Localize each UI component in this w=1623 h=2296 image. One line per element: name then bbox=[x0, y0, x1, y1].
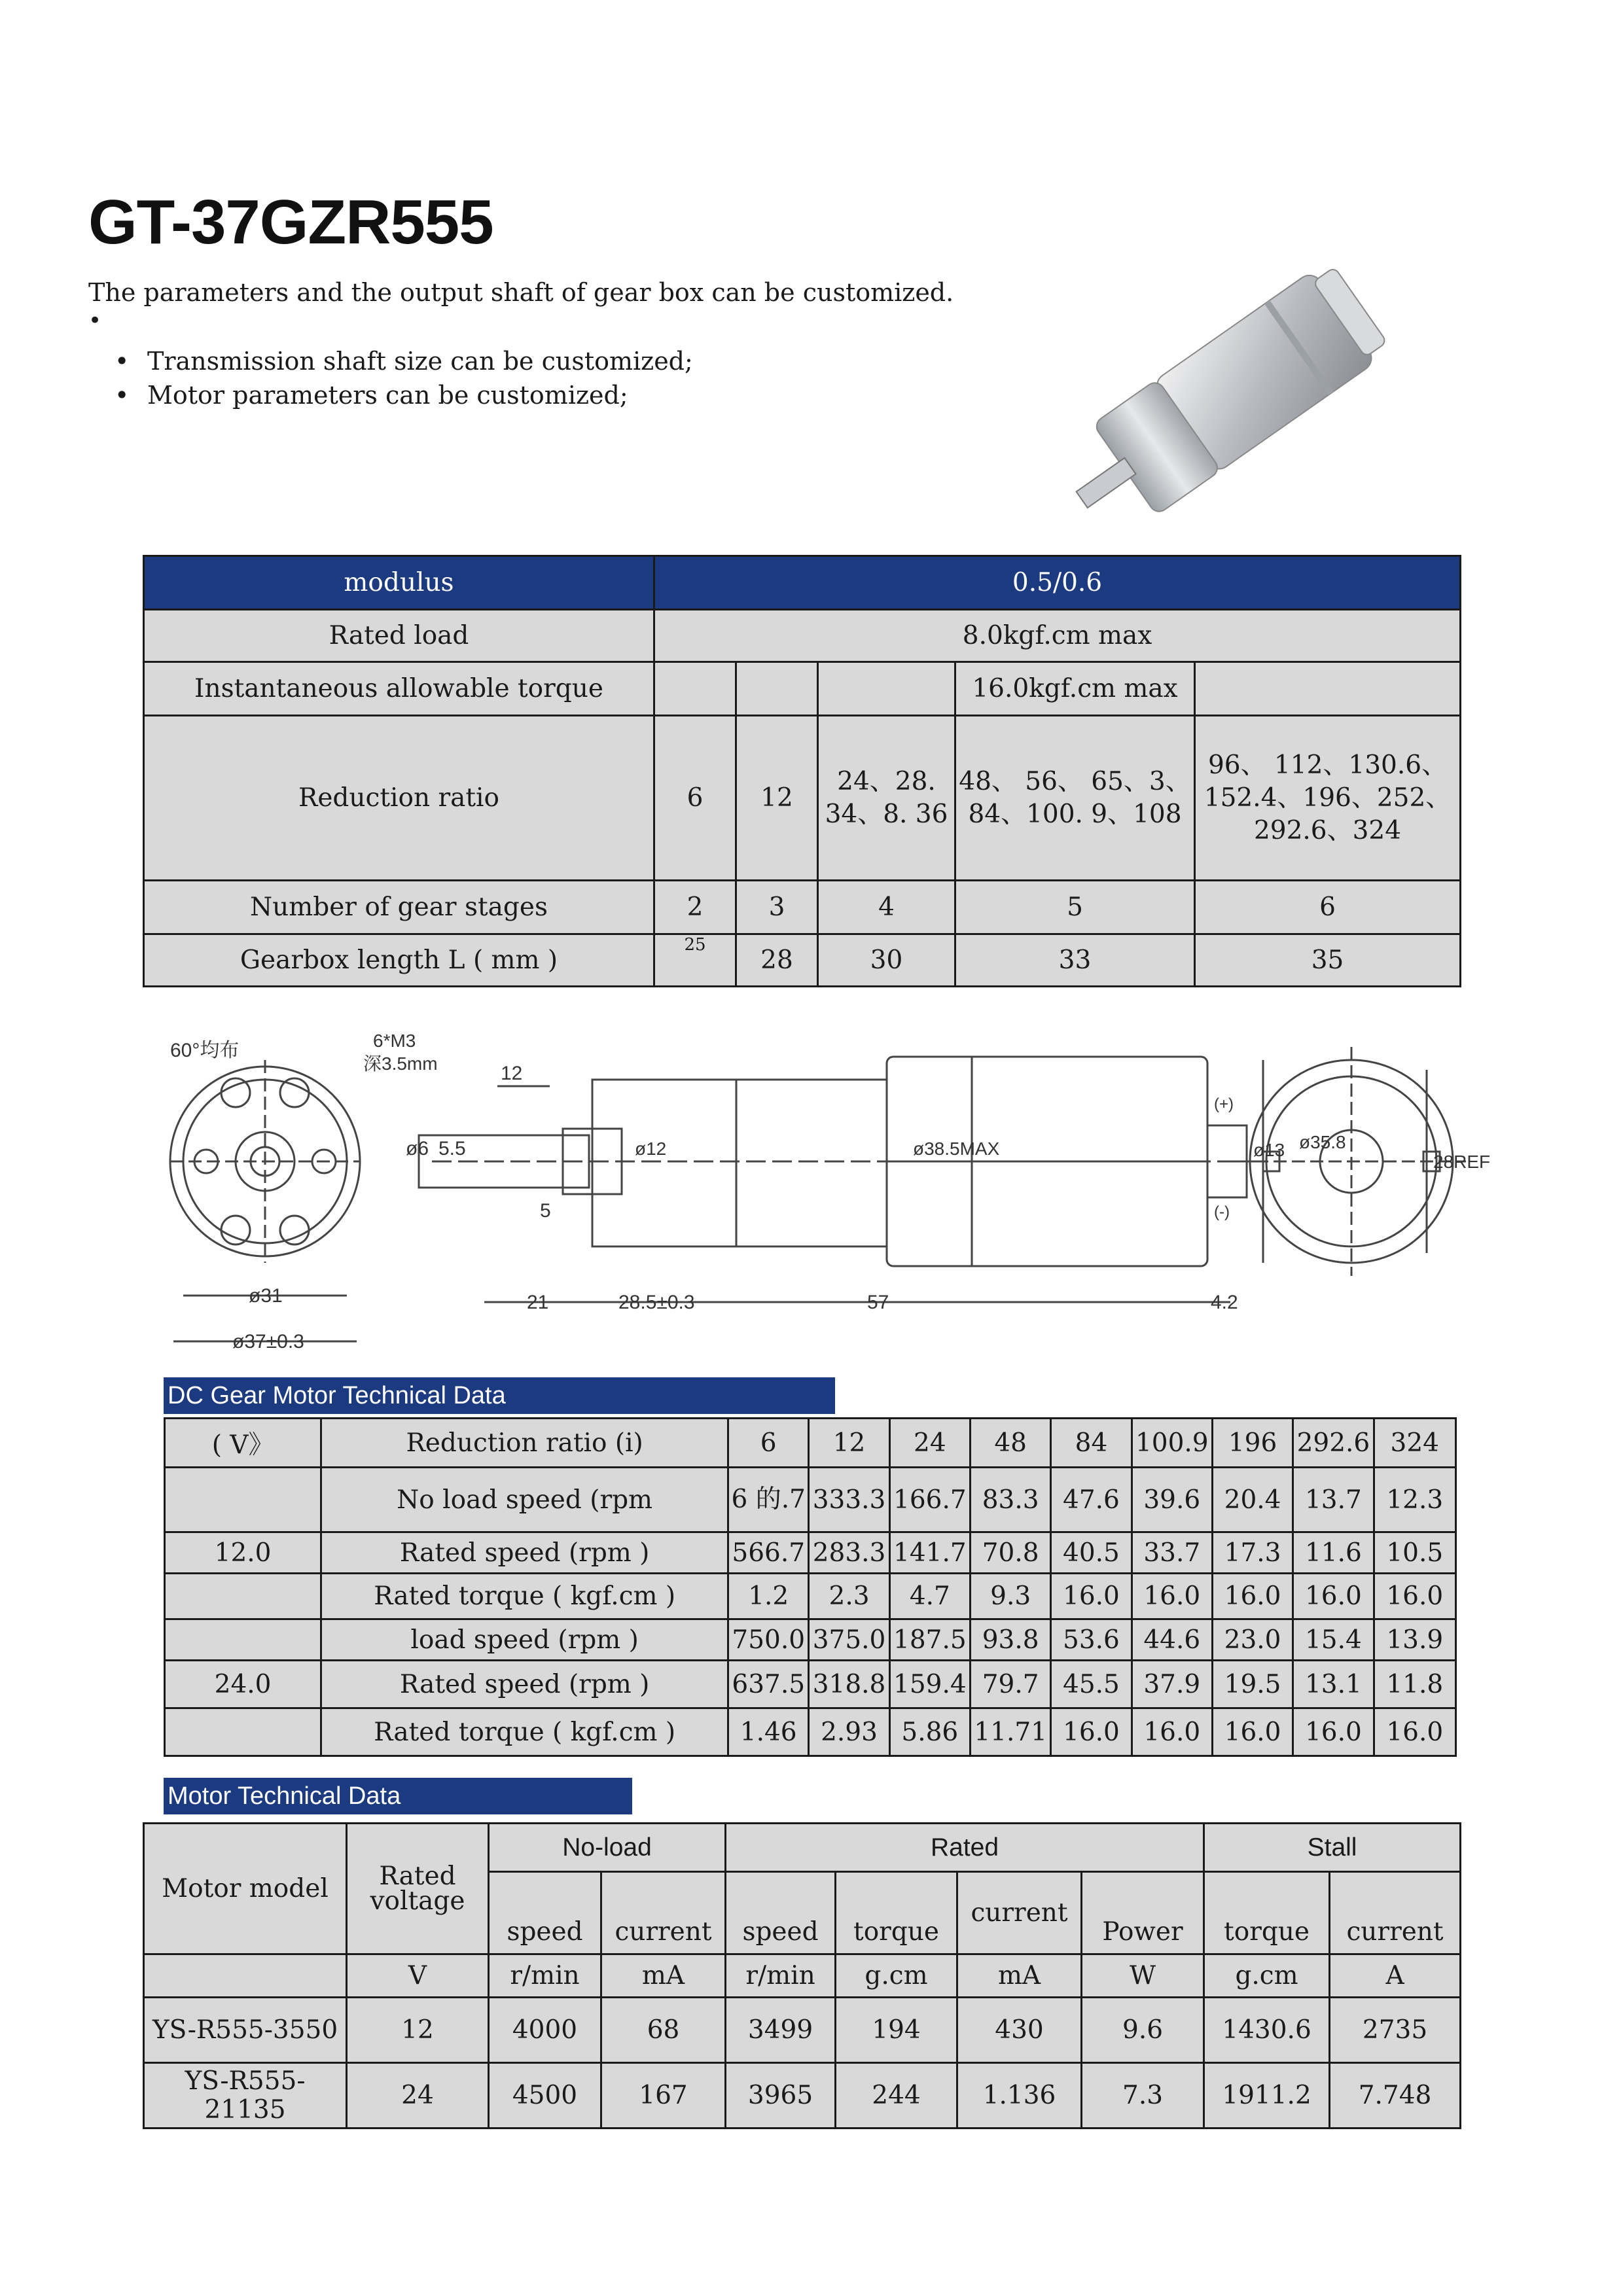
ratio-cell: 48、 56、 65、3、 84、100. 9、108 bbox=[955, 716, 1195, 881]
motor-technical-table bbox=[143, 1822, 1461, 2129]
data-cell: 166.7 bbox=[889, 1468, 970, 1532]
ratio-value: 292.6 bbox=[1293, 1419, 1374, 1468]
motor-data-cell: 9.6 bbox=[1082, 1998, 1204, 2063]
sub-header: current bbox=[601, 1872, 726, 1954]
row-label: Rated torque ( kgf.cm ) bbox=[321, 1574, 728, 1619]
ratio-cell: 12 bbox=[736, 716, 818, 881]
length-cell: 33 bbox=[955, 934, 1195, 987]
dim-d37: ø37±0.3 bbox=[232, 1331, 304, 1352]
stage-cell: 6 bbox=[1195, 881, 1461, 934]
dim-can-dia: ø35.8 bbox=[1299, 1132, 1346, 1152]
motor-model-header: Motor model bbox=[144, 1824, 347, 1954]
modulus-value: 0.5/0.6 bbox=[654, 556, 1461, 610]
voltage-cell bbox=[165, 1619, 321, 1661]
data-cell: 11.71 bbox=[970, 1708, 1050, 1756]
data-cell: 10.5 bbox=[1374, 1532, 1455, 1574]
data-cell: 16.0 bbox=[1293, 1574, 1374, 1619]
row-label: Rated speed (rpm ) bbox=[321, 1661, 728, 1708]
data-cell: 16.0 bbox=[1374, 1574, 1455, 1619]
data-cell: 141.7 bbox=[889, 1532, 970, 1574]
voltage-cell bbox=[165, 1468, 321, 1532]
stage-cell: 4 bbox=[818, 881, 955, 934]
motor-data-cell: 7.748 bbox=[1330, 2063, 1461, 2128]
data-cell: 318.8 bbox=[809, 1661, 889, 1708]
dim-depth: 深3.5mm bbox=[363, 1053, 438, 1074]
bullet-dot: • bbox=[115, 381, 130, 410]
ratio-value: 324 bbox=[1374, 1419, 1455, 1468]
stall-header: Stall bbox=[1204, 1824, 1461, 1872]
data-cell: 16.0 bbox=[1212, 1574, 1293, 1619]
motor-data-cell: 1430.6 bbox=[1204, 1998, 1330, 2063]
ratio-cell: 96、 112、130.6、 152.4、196、252、 292.6、324 bbox=[1195, 716, 1461, 881]
data-cell: 79.7 bbox=[970, 1661, 1050, 1708]
motor-data-cell: 4000 bbox=[489, 1998, 601, 2063]
data-cell: 5.86 bbox=[889, 1708, 970, 1756]
stage-cell: 5 bbox=[955, 881, 1195, 934]
row-label: Rated speed (rpm ) bbox=[321, 1532, 728, 1574]
data-cell: 83.3 bbox=[970, 1468, 1050, 1532]
dim-l285: 28.5±0.3 bbox=[618, 1292, 695, 1313]
data-cell: 159.4 bbox=[889, 1661, 970, 1708]
terminal-minus: (-) bbox=[1214, 1203, 1230, 1221]
torque-label: Instantaneous allowable torque bbox=[144, 662, 654, 716]
row-label: Rated torque ( kgf.cm ) bbox=[321, 1708, 728, 1756]
data-cell: 1.46 bbox=[728, 1708, 809, 1756]
row-label: No load speed (rpm bbox=[321, 1468, 728, 1532]
rated-load-value: 8.0kgf.cm max bbox=[654, 610, 1461, 662]
ratio-value: 100.9 bbox=[1132, 1419, 1212, 1468]
sub-header: speed bbox=[726, 1872, 836, 1954]
terminal-plus: (+) bbox=[1214, 1095, 1234, 1113]
dim-angle: 60°均布 bbox=[170, 1040, 240, 1061]
ratio-label: Reduction ratio bbox=[144, 716, 654, 881]
motor-section-title: Motor Technical Data bbox=[164, 1778, 632, 1814]
length-label: Gearbox length L ( mm ) bbox=[144, 934, 654, 987]
empty-cell bbox=[144, 1954, 347, 1998]
ratio-cell: 24、28. 34、8. 36 bbox=[818, 716, 955, 881]
stages-label: Number of gear stages bbox=[144, 881, 654, 934]
data-cell: 13.7 bbox=[1293, 1468, 1374, 1532]
rated-header: Rated bbox=[726, 1824, 1204, 1872]
intro-text: The parameters and the output shaft of gear box can be customized. bbox=[88, 278, 954, 307]
data-cell: 40.5 bbox=[1051, 1532, 1132, 1574]
data-cell: 11.8 bbox=[1374, 1661, 1455, 1708]
technical-drawing bbox=[157, 1021, 1491, 1368]
dim-l42: 4.2 bbox=[1211, 1292, 1238, 1313]
dim-l21: 21 bbox=[527, 1292, 549, 1313]
sub-header: torque bbox=[1204, 1872, 1330, 1954]
unit-cell: r/min bbox=[726, 1954, 836, 1998]
data-cell: 16.0 bbox=[1293, 1708, 1374, 1756]
motor-data-cell: 68 bbox=[601, 1998, 726, 2063]
data-cell: 375.0 bbox=[809, 1619, 889, 1661]
dc-gear-motor-table bbox=[164, 1417, 1457, 1757]
row-label: load speed (rpm ) bbox=[321, 1619, 728, 1661]
length-cell: 25 bbox=[654, 934, 736, 987]
motor-data-cell: 3965 bbox=[726, 2063, 836, 2128]
voltage-cell: 12.0 bbox=[165, 1532, 321, 1574]
ratio-value: 48 bbox=[970, 1419, 1050, 1468]
data-cell: 23.0 bbox=[1212, 1619, 1293, 1661]
unit-cell: mA bbox=[601, 1954, 726, 1998]
noload-header: No-load bbox=[489, 1824, 726, 1872]
motor-data-cell: 194 bbox=[836, 1998, 957, 2063]
data-cell: 45.5 bbox=[1051, 1661, 1132, 1708]
data-cell: 33.7 bbox=[1132, 1532, 1212, 1574]
ratio-value: 12 bbox=[809, 1419, 889, 1468]
data-cell: 1.2 bbox=[728, 1574, 809, 1619]
data-cell: 333.3 bbox=[809, 1468, 889, 1532]
data-cell: 39.6 bbox=[1132, 1468, 1212, 1532]
product-photo bbox=[1073, 236, 1427, 537]
motor-data-cell: 167 bbox=[601, 2063, 726, 2128]
data-cell: 47.6 bbox=[1051, 1468, 1132, 1532]
motor-data-cell: 3499 bbox=[726, 1998, 836, 2063]
data-cell: 2.93 bbox=[809, 1708, 889, 1756]
unit-cell: W bbox=[1082, 1954, 1204, 1998]
motor-model-cell: YS-R555-21135 bbox=[144, 2063, 347, 2128]
length-cell: 30 bbox=[818, 934, 955, 987]
empty-cell bbox=[818, 662, 955, 716]
dim-motor-dia: ø38.5MAX bbox=[913, 1139, 1000, 1159]
data-cell: 187.5 bbox=[889, 1619, 970, 1661]
unit-cell: g.cm bbox=[1204, 1954, 1330, 1998]
dim-ref: 28REF bbox=[1433, 1152, 1491, 1172]
ratio-value: 6 bbox=[728, 1419, 809, 1468]
ratio-value: 196 bbox=[1212, 1419, 1293, 1468]
data-cell: 12.3 bbox=[1374, 1468, 1455, 1532]
voltage-cell bbox=[165, 1574, 321, 1619]
data-cell: 44.6 bbox=[1132, 1619, 1212, 1661]
rated-load-label: Rated load bbox=[144, 610, 654, 662]
data-cell: 566.7 bbox=[728, 1532, 809, 1574]
data-cell: 9.3 bbox=[970, 1574, 1050, 1619]
voltage-header: ( V》 bbox=[165, 1419, 321, 1468]
empty-cell bbox=[654, 662, 736, 716]
data-cell: 16.0 bbox=[1051, 1708, 1132, 1756]
motor-data-cell: 24 bbox=[347, 2063, 489, 2128]
motor-data-cell: 1911.2 bbox=[1204, 2063, 1330, 2128]
ratio-cell: 6 bbox=[654, 716, 736, 881]
data-cell: 6 的.7 bbox=[728, 1468, 809, 1532]
page-title: GT-37GZR555 bbox=[88, 187, 493, 257]
voltage-cell bbox=[165, 1708, 321, 1756]
torque-value: 16.0kgf.cm max bbox=[955, 662, 1195, 716]
unit-cell: r/min bbox=[489, 1954, 601, 1998]
sub-header: current bbox=[957, 1872, 1082, 1954]
dim-five: 5 bbox=[540, 1200, 551, 1222]
data-cell: 637.5 bbox=[728, 1661, 809, 1708]
bullet-text: Motor parameters can be customized; bbox=[147, 381, 628, 410]
unit-cell: V bbox=[347, 1954, 489, 1998]
bullet-item bbox=[115, 347, 693, 376]
data-cell: 15.4 bbox=[1293, 1619, 1374, 1661]
data-cell: 20.4 bbox=[1212, 1468, 1293, 1532]
motor-data-cell: 2735 bbox=[1330, 1998, 1461, 2063]
data-cell: 11.6 bbox=[1293, 1532, 1374, 1574]
stage-cell: 2 bbox=[654, 881, 736, 934]
dim-boss-dia: ø12 bbox=[635, 1139, 667, 1159]
data-cell: 19.5 bbox=[1212, 1661, 1293, 1708]
data-cell: 16.0 bbox=[1051, 1574, 1132, 1619]
motor-data-cell: 7.3 bbox=[1082, 2063, 1204, 2128]
gearbox-spec-table bbox=[143, 555, 1461, 987]
data-cell: 750.0 bbox=[728, 1619, 809, 1661]
data-cell: 16.0 bbox=[1132, 1708, 1212, 1756]
sub-header: current bbox=[1330, 1872, 1461, 1954]
modulus-label: modulus bbox=[144, 556, 654, 610]
data-cell: 16.0 bbox=[1132, 1574, 1212, 1619]
data-cell: 13.1 bbox=[1293, 1661, 1374, 1708]
sub-header: speed bbox=[489, 1872, 601, 1954]
data-cell: 16.0 bbox=[1212, 1708, 1293, 1756]
rated-voltage-header: Rated voltage bbox=[347, 1824, 489, 1954]
length-cell: 28 bbox=[736, 934, 818, 987]
dim-flat: 5.5 bbox=[438, 1138, 466, 1159]
motor-data-cell: 12 bbox=[347, 1998, 489, 2063]
bullet-text: Transmission shaft size can be customized; bbox=[147, 347, 693, 376]
empty-cell bbox=[1195, 662, 1461, 716]
data-cell: 70.8 bbox=[970, 1532, 1050, 1574]
dim-screw: 6*M3 bbox=[373, 1031, 416, 1051]
data-cell: 13.9 bbox=[1374, 1619, 1455, 1661]
data-cell: 53.6 bbox=[1051, 1619, 1132, 1661]
unit-cell: A bbox=[1330, 1954, 1461, 1998]
ratio-value: 24 bbox=[889, 1419, 970, 1468]
data-cell: 4.7 bbox=[889, 1574, 970, 1619]
dc-section-title: DC Gear Motor Technical Data bbox=[164, 1377, 835, 1414]
unit-cell: mA bbox=[957, 1954, 1082, 1998]
motor-data-cell: 244 bbox=[836, 2063, 957, 2128]
dim-shaft-length: 12 bbox=[501, 1063, 523, 1084]
empty-cell bbox=[736, 662, 818, 716]
sub-header: torque bbox=[836, 1872, 957, 1954]
data-cell: 93.8 bbox=[970, 1619, 1050, 1661]
dim-end-dia: ø13 bbox=[1253, 1140, 1285, 1160]
dim-d31: ø31 bbox=[249, 1285, 283, 1307]
ratio-value: 84 bbox=[1051, 1419, 1132, 1468]
data-cell: 2.3 bbox=[809, 1574, 889, 1619]
data-cell: 283.3 bbox=[809, 1532, 889, 1574]
ratio-header: Reduction ratio (i) bbox=[321, 1419, 728, 1468]
data-cell: 37.9 bbox=[1132, 1661, 1212, 1708]
sub-header: Power bbox=[1082, 1872, 1204, 1954]
voltage-cell: 24.0 bbox=[165, 1661, 321, 1708]
motor-data-cell: 430 bbox=[957, 1998, 1082, 2063]
motor-data-cell: 4500 bbox=[489, 2063, 601, 2128]
data-cell: 17.3 bbox=[1212, 1532, 1293, 1574]
dim-l57: 57 bbox=[867, 1292, 889, 1313]
dim-shaft-dia: ø6 bbox=[406, 1138, 429, 1159]
stage-cell: 3 bbox=[736, 881, 818, 934]
empty-bullet: • bbox=[88, 308, 102, 334]
motor-model-cell: YS-R555-3550 bbox=[144, 1998, 347, 2063]
data-cell: 16.0 bbox=[1374, 1708, 1455, 1756]
bullet-item bbox=[115, 381, 628, 410]
motor-data-cell: 1.136 bbox=[957, 2063, 1082, 2128]
unit-cell: g.cm bbox=[836, 1954, 957, 1998]
bullet-dot: • bbox=[115, 347, 130, 376]
length-cell: 35 bbox=[1195, 934, 1461, 987]
